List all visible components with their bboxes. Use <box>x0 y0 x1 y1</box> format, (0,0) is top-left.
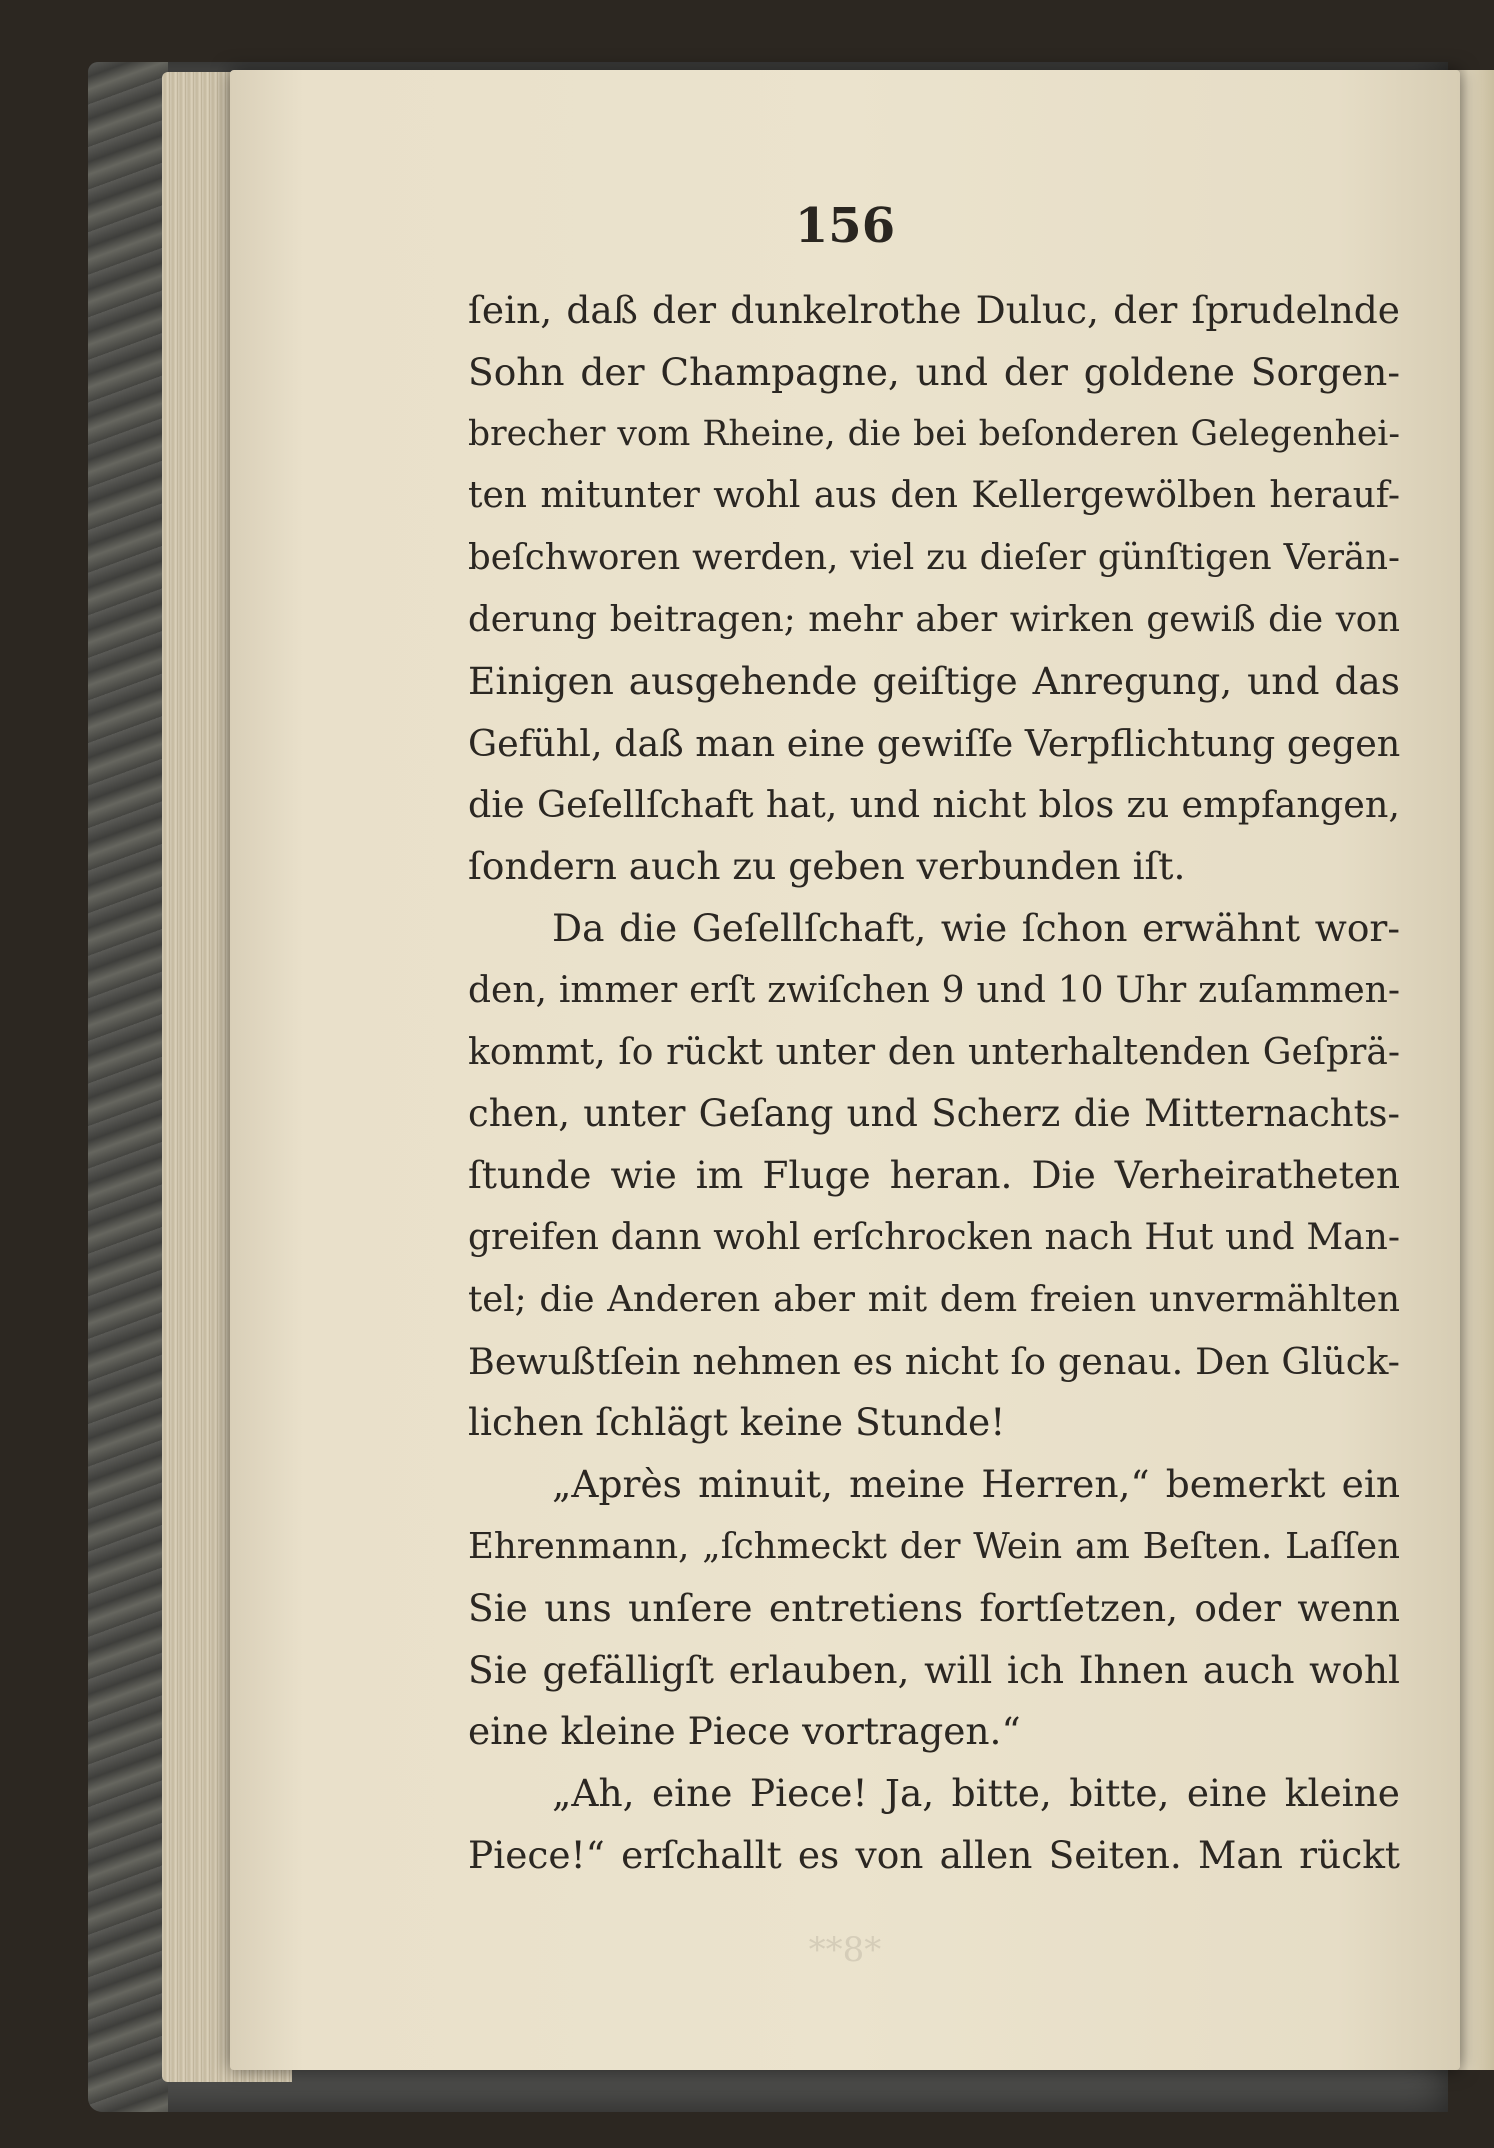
text-line: brecher vom Rheine, die bei beſonderen Gelegenhei- <box>468 413 1400 454</box>
text-line: ſein, daß der dunkelrothe Duluc, der ſprudelnde <box>468 288 1400 332</box>
text-line: Sie uns unſere entretiens fortſetzen, oder wenn <box>468 1585 1400 1630</box>
text-line: eine kleine Piece vortragen.“ <box>468 1709 1021 1754</box>
text-line: den, immer erſt zwiſchen 9 und 10 Uhr zuſammen- <box>468 969 1400 1011</box>
page-body-text <box>468 280 1400 1887</box>
text-line: kommt, ſo rückt unter den unterhaltenden Geſprä- <box>468 1031 1400 1073</box>
text-line: „Après minuit, meine Herren,“ bemerkt ein <box>552 1462 1400 1507</box>
text-line: ten mitunter wohl aus den Kellergewölben herauf- <box>468 475 1400 517</box>
show-through-signature-mark: **8* <box>808 1930 882 1970</box>
text-line: Piece!“ erſchallt es von allen Seiten. Man rückt <box>468 1832 1400 1877</box>
text-line: Einigen ausgehende geiſtige Anregung, und das <box>468 658 1400 703</box>
page-number: 156 <box>794 198 896 254</box>
text-line: Sohn der Champagne, und der goldene Sorgen- <box>468 349 1400 394</box>
text-line: Ehrenmann, „ſchmeckt der Wein am Beſten. Laſſen <box>468 1525 1400 1567</box>
text-line: tel; die Anderen aber mit dem freien unvermählten <box>468 1278 1400 1320</box>
text-line: Da die Geſellſchaft, wie ſchon erwähnt wor- <box>552 905 1400 950</box>
text-line: „Ah, eine Piece! Ja, bitte, bitte, eine kleine <box>552 1771 1400 1816</box>
text-line: Sie gefälligſt erlauben, will ich Ihnen auch wohl <box>468 1647 1400 1692</box>
text-line: chen, unter Geſang und Scherz die Mitternachts- <box>468 1092 1400 1136</box>
book-page <box>230 70 1460 2070</box>
text-line: die Geſellſchaft hat, und nicht blos zu empfangen, <box>468 783 1400 827</box>
book-cover-edge <box>88 62 168 2112</box>
text-line: lichen ſchlägt keine Stunde! <box>468 1400 1006 1445</box>
text-line: beſchworen werden, viel zu dieſer günſtigen Verän- <box>468 537 1400 579</box>
text-line: Gefühl, daß man eine gewiſſe Verpflichtung gegen <box>468 721 1401 765</box>
text-line: greifen dann wohl erſchrocken nach Hut und Man- <box>468 1216 1400 1258</box>
text-line: ſondern auch zu geben verbunden iſt. <box>468 844 1186 889</box>
text-line: ſtunde wie im Fluge heran. Die Verheiratheten <box>468 1153 1400 1198</box>
text-line: derung beitragen; mehr aber wirken gewiß die von <box>468 598 1400 640</box>
text-line: Bewußtſein nehmen es nicht ſo genau. Den Glück- <box>468 1339 1400 1383</box>
